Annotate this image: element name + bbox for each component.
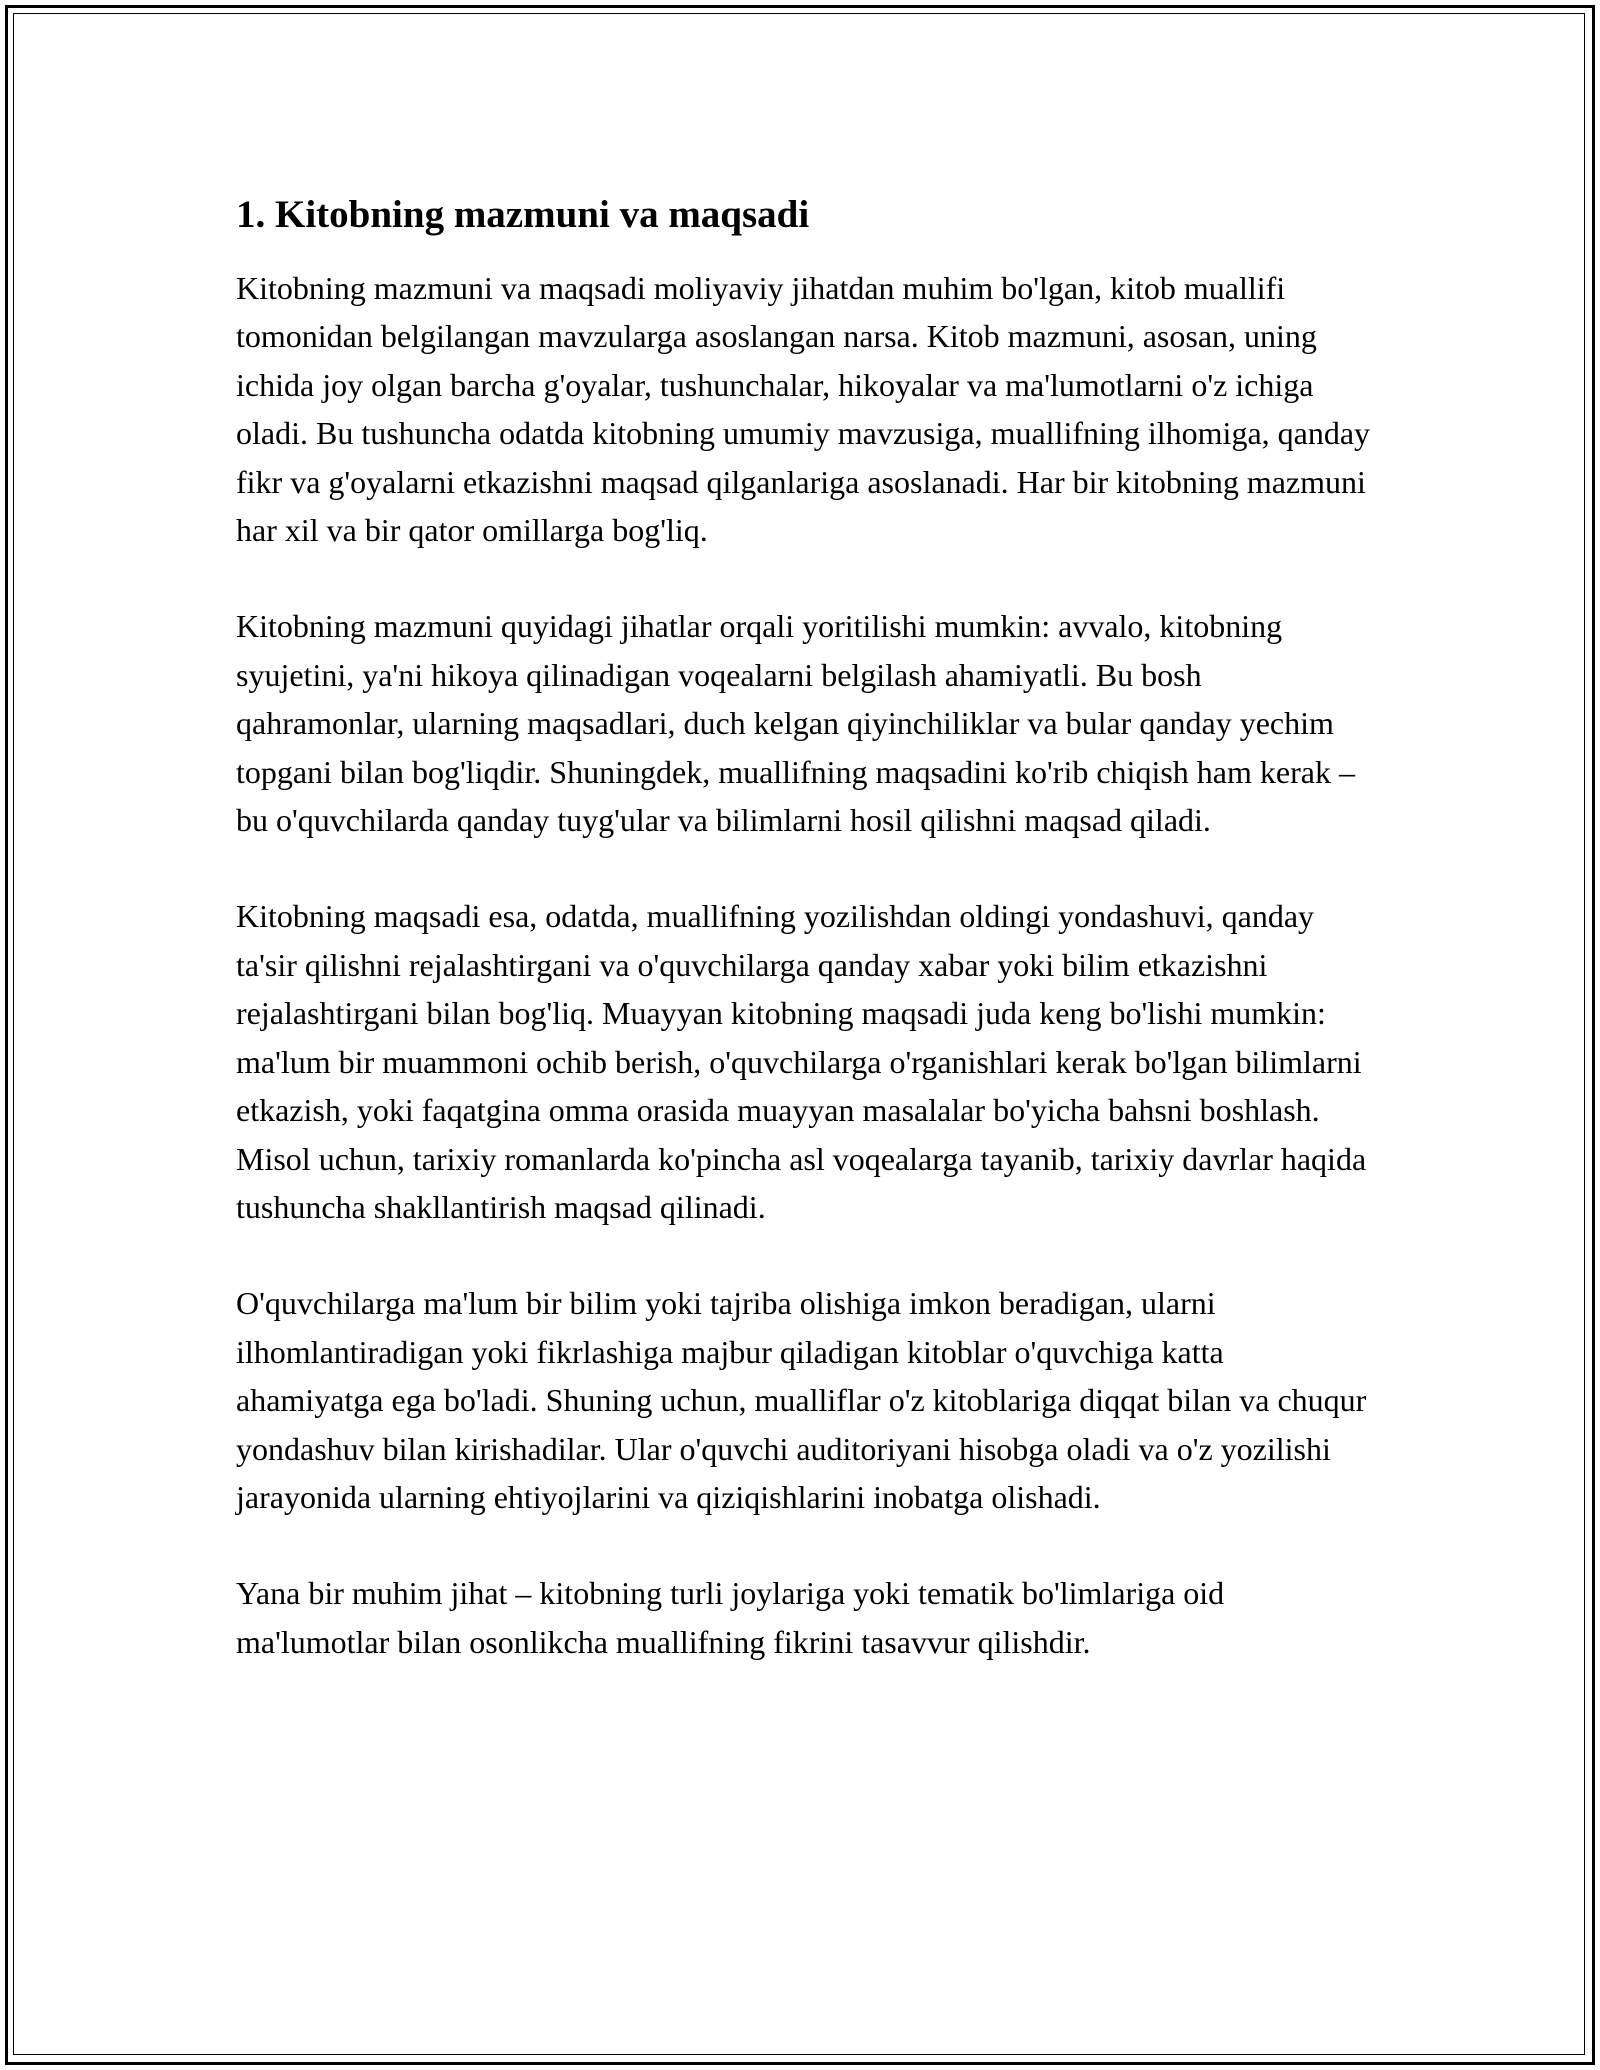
paragraph-5: Yana bir muhim jihat – kitobning turli joylariga yoki tematik bo'limlariga oid ma'lumotlar bilan osonlikcha muallifning fikrini tasavvur qilishdir. [236,1575,1225,1660]
document-body [236,186,1376,1666]
paragraph-1: Kitobning mazmuni va maqsadi moliyaviy jihatdan muhim bo'lgan, kitob muallifi tomonidan belgilangan mavzularga asoslangan narsa. Kitob mazmuni, asosan, uning ichida joy olgan barcha g'oyalar, tushunchalar, hikoyalar va ma'lumotlarni o'z ichiga oladi. Bu tushuncha odatda kitobning umumiy mavzusiga, muallifning ilhomiga, qanday fikr va g'oyalarni etkazishni maqsad qilganlariga asoslanadi. Har bir kitobning mazmuni har xil va bir qator omillarga bog'liq. [236,270,1371,549]
paragraph-3: Kitobning maqsadi esa, odatda, muallifning yozilishdan oldingi yondashuvi, qanday ta'sir qilishni rejalashtirgani va o'quvchilarga qanday xabar yoki bilim etkazishni rejalashtirgani bilan bog'liq. Muayyan kitobning maqsadi juda keng bo'lishi mumkin: ma'lum bir muammoni ochib berish, o'quvchilarga o'rganishlari kerak bo'lgan bilimlarni etkazish, yoki faqatgina omma orasida muayyan masalalar bo'yicha bahsni boshlash. Misol uchun, tarixiy romanlarda ko'pincha asl voqealarga tayanib, tarixiy davrlar haqida tushuncha shakllantirish maqsad qilinadi. [236,898,1367,1225]
paragraph-2: Kitobning mazmuni quyidagi jihatlar orqali yoritilishi mumkin: avvalo, kitobning syujetini, ya'ni hikoya qilinadigan voqealarni belgilash ahamiyatli. Bu bosh qahramonlar, ularning maqsadlari, duch kelgan qiyinchiliklar va bular qanday yechim topgani bilan bog'liqdir. Shuningdek, muallifning maqsadini ko'rib chiqish ham kerak – bu o'quvchilarda qanday tuyg'ular va bilimlarni hosil qilishni maqsad qiladi. [236,608,1355,839]
paragraph-4: O'quvchilarga ma'lum bir bilim yoki tajriba olishiga imkon beradigan, ularni ilhomlantiradigan yoki fikrlashiga majbur qiladigan kitoblar o'quvchiga katta ahamiyatga ega bo'ladi. Shuning uchun, mualliflar o'z kitoblariga diqqat bilan va chuqur yondashuv bilan kirishadilar. Ular o'quvchi auditoriyani hisobga oladi va o'z yozilishi jarayonida ularning ehtiyojlarini va qiziqishlarini inobatga olishadi. [236,1285,1367,1515]
section-heading: 1. Kitobning mazmuni va maqsadi [236,193,810,236]
